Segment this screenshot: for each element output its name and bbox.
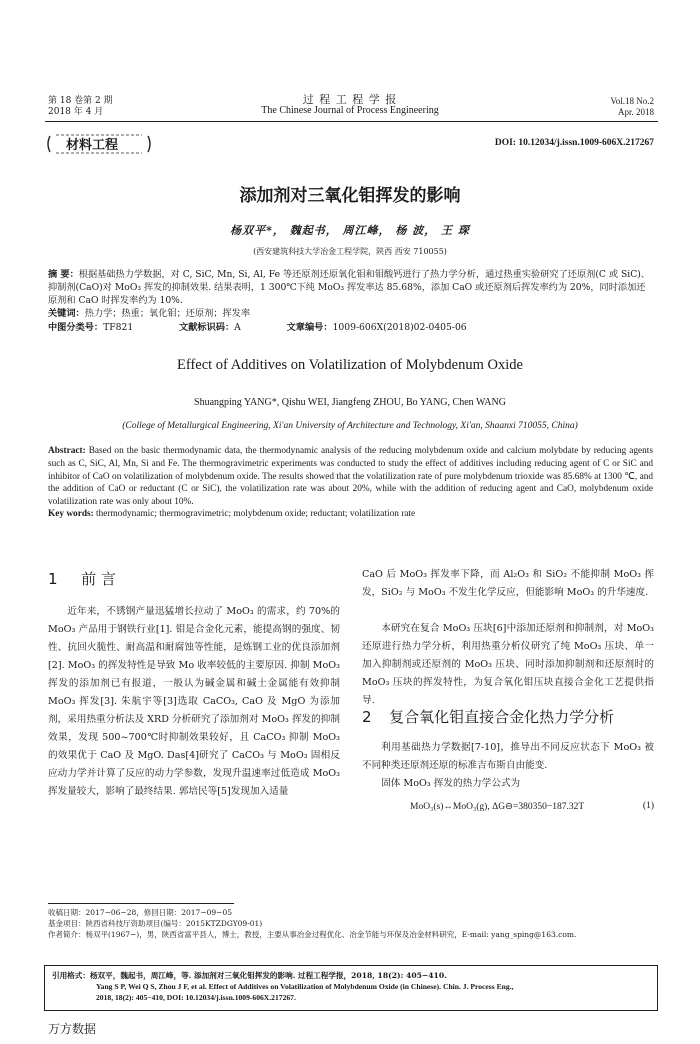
section-badge bbox=[44, 132, 154, 154]
watermark: 万方数据 bbox=[48, 1022, 97, 1036]
footnote-received: 收稿日期：2017−06−28，修回日期：2017−09−05 bbox=[48, 908, 232, 917]
classification-cn: 中图分类号：TF821 文献标识码：A 文章编号：1009-606X(2018)02-0405-06 bbox=[48, 322, 467, 333]
abstract-en bbox=[48, 445, 653, 509]
keywords-cn: 关键词：热力学；热重；氧化钼；还原剂；挥发率 bbox=[48, 308, 251, 319]
authors-cn: 杨双平*， 魏起书， 周江峰， 杨 波， 王 琛 bbox=[230, 224, 470, 237]
header-issue: Vol.18 No.2 Apr. 2018 bbox=[610, 96, 654, 117]
footnote bbox=[48, 907, 653, 940]
equation-1: MoO₃(s)↔MoO₃(g), ΔG⊖=380350−187.32T (1) bbox=[410, 801, 654, 812]
footnote-fund: 基金项目：陕西省科技厅资助项目(编号：2015KTZDGY09-01) bbox=[48, 919, 263, 928]
doi: DOI: 10.12034/j.issn.1009-606X.217267 bbox=[494, 138, 654, 148]
section1-heading: 1 前 言 bbox=[48, 570, 116, 588]
abstract-cn bbox=[48, 268, 653, 307]
keywords-en: Key words: thermodynamic; thermogravimetric; molybdenum oxide; reductant; volatilization rate bbox=[48, 509, 416, 519]
header-rule bbox=[45, 121, 658, 122]
section2-paragraph1: 利用基础热力学数据[7-10]，推导出不同反应状态下 MoO₃ 被不同种类还原剂还原的标准吉布斯自由能变. bbox=[362, 742, 654, 771]
section1-paragraph3: 本研究在复合 MoO₃ 压块[6]中添加还原剂和抑制剂，对 MoO₃ 还原进行热力学分析，利用热重分析仪研究了纯 MoO₃ 压块、单一加入抑制剂或还原剂的 MoO₃ 压块、同时添加抑制剂和还原剂时的 MoO₃ 压块的挥发特性，为复合氧化钼压块直接合金化工艺提供指导. bbox=[362, 623, 654, 706]
authors-en: Shuangping YANG*, Qishu WEI, Jiangfeng ZHOU, Bo YANG, Chen WANG bbox=[194, 397, 506, 408]
section-badge-label: 材料工程 bbox=[66, 138, 119, 153]
header-volume: 第 18 卷第 2 期 2018 年 4 月 bbox=[48, 96, 113, 117]
equation-number: (1) bbox=[642, 801, 654, 811]
citation: 引用格式：杨双平，魏起书，周江峰，等. 添加剂对三氧化钼挥发的影响. 过程工程学报，2018, 18(2): 405−410. Yang S P, Wei Q S, Zhou J F, et al. Effect of Additives on Volatilization of Molybdenum Oxide (in Chinese). Chin. J. Process Eng., 2018, 18(2): 405−410, DOI: 10.12034/j.issn.1009-606X.217267. bbox=[52, 971, 514, 1002]
footnote-rule bbox=[48, 903, 234, 904]
section2-paragraph2: 固体 MoO₃ 挥发的热力学公式为 bbox=[381, 778, 521, 789]
abstract-en-label: Abstract: bbox=[48, 446, 86, 456]
abstract-en-text: Based on the basic thermodynamic data, the thermodynamic analysis of the reducing molybdenum oxide and calcium molybdate by reducing agents such as C, SiC, Al, Mn, Si and Fe. The thermogravimetric experiments was conducted to study the effect of additives including reducing agent of C or SiC and inhibitor of CaO on volatilization of molybdenum oxide. The results showed that the volatilization rate of pure molybdenum trioxide was 85.68% at 1300 ℃, and the addition of CaO or reductant (C or SiC), the volatilization rate was about 20%, while with the addition of reducing agent and CaO, molybdenum oxide volatilization rate was only about 10%. bbox=[48, 446, 653, 508]
affiliation-en: (College of Metallurgical Engineering, Xi'an University of Architecture and Technology, Xi'an, Shaanxi 710055, China) bbox=[122, 421, 578, 431]
affiliation-cn: (西安建筑科技大学冶金工程学院，陕西 西安 710055) bbox=[253, 247, 447, 256]
abstract-cn-text: 根据基础热力学数据，对 C, SiC, Mn, Si, Al, Fe 等还原剂还原氧化钼和钼酸钙进行了热力学分析，通过热重实验研究了还原剂(C 或 SiC)、抑制剂(CaO)对 MoO₃ 挥发的抑制效果. 结果表明，1 300℃下纯 MoO₃ 挥发率达 85.68%，添加 CaO 或还原剂后挥发率约为 20%，同时添加还原剂和 CaO 时挥发率约为 10%. bbox=[48, 269, 650, 306]
header-journal: 过 程 工 程 学 报 The Chinese Journal of Process Engineering bbox=[261, 93, 439, 116]
title-en: Effect of Additives on Volatilization of Molybdenum Oxide bbox=[177, 357, 523, 373]
section1-paragraph2: CaO 后 MoO₃ 挥发率下降，而 Al₂O₃ 和 SiO₂ 不能抑制 MoO₃ 挥发，SiO₂ 与 MoO₃ 不发生化学反应，但能影响 MoO₃ 的升华速度. bbox=[362, 569, 654, 598]
footnote-author: 作者简介：杨双平(1967−)，男，陕西省富平县人，博士，教授，主要从事冶金过程优化、冶金节能与环保及冶金材料研究，E-mail: yang_sping@163.com. bbox=[48, 930, 577, 939]
section1-paragraph1: 近年来，不锈钢产量迅猛增长拉动了 MoO₃ 的需求，约 70%的 MoO₃ 产品用于钢铁行业[1]. 钼是合金化元素，能提高钢的强度、韧性、抗回火脆性、耐高温和耐腐蚀等性能，是炼钢工业的优良添加剂[2]. MoO₃ 的挥发特性是导致 Mo 收率较低的主要原因. 抑制 MoO₃ 挥发的添加剂已有报道，一般认为碱金属和碱土金属能有效抑制 MoO₃ 挥发[3]. 朱航宇等[3]选取 CaCO₃, CaO 及 MgO 为添加剂，采用热重分析法及 XRD 分析研究了添加剂对 MoO₃ 挥发的抑制效果，发现 500~700℃时抑制效果较好，且 CaCO₃ 抑制 MoO₃ 的效果优于 CaO 及 MgO. Das[4]研究了 CaCO₃ 与 MoO₃ 固相反应动力学并计算了反应的动力学参数，发现升温速率过低造成 MoO₃ 挥发量较大，影响了最终结果. 郭培民等[5]发现加入适量 bbox=[48, 606, 340, 797]
abstract-cn-label: 摘 要： bbox=[48, 269, 79, 280]
citation-label: 引用格式： bbox=[52, 971, 90, 980]
title-cn: 添加剂对三氧化钼挥发的影响 bbox=[239, 186, 461, 206]
section2-heading: 2 复合氧化钼直接合金化热力学分析 bbox=[362, 708, 615, 726]
